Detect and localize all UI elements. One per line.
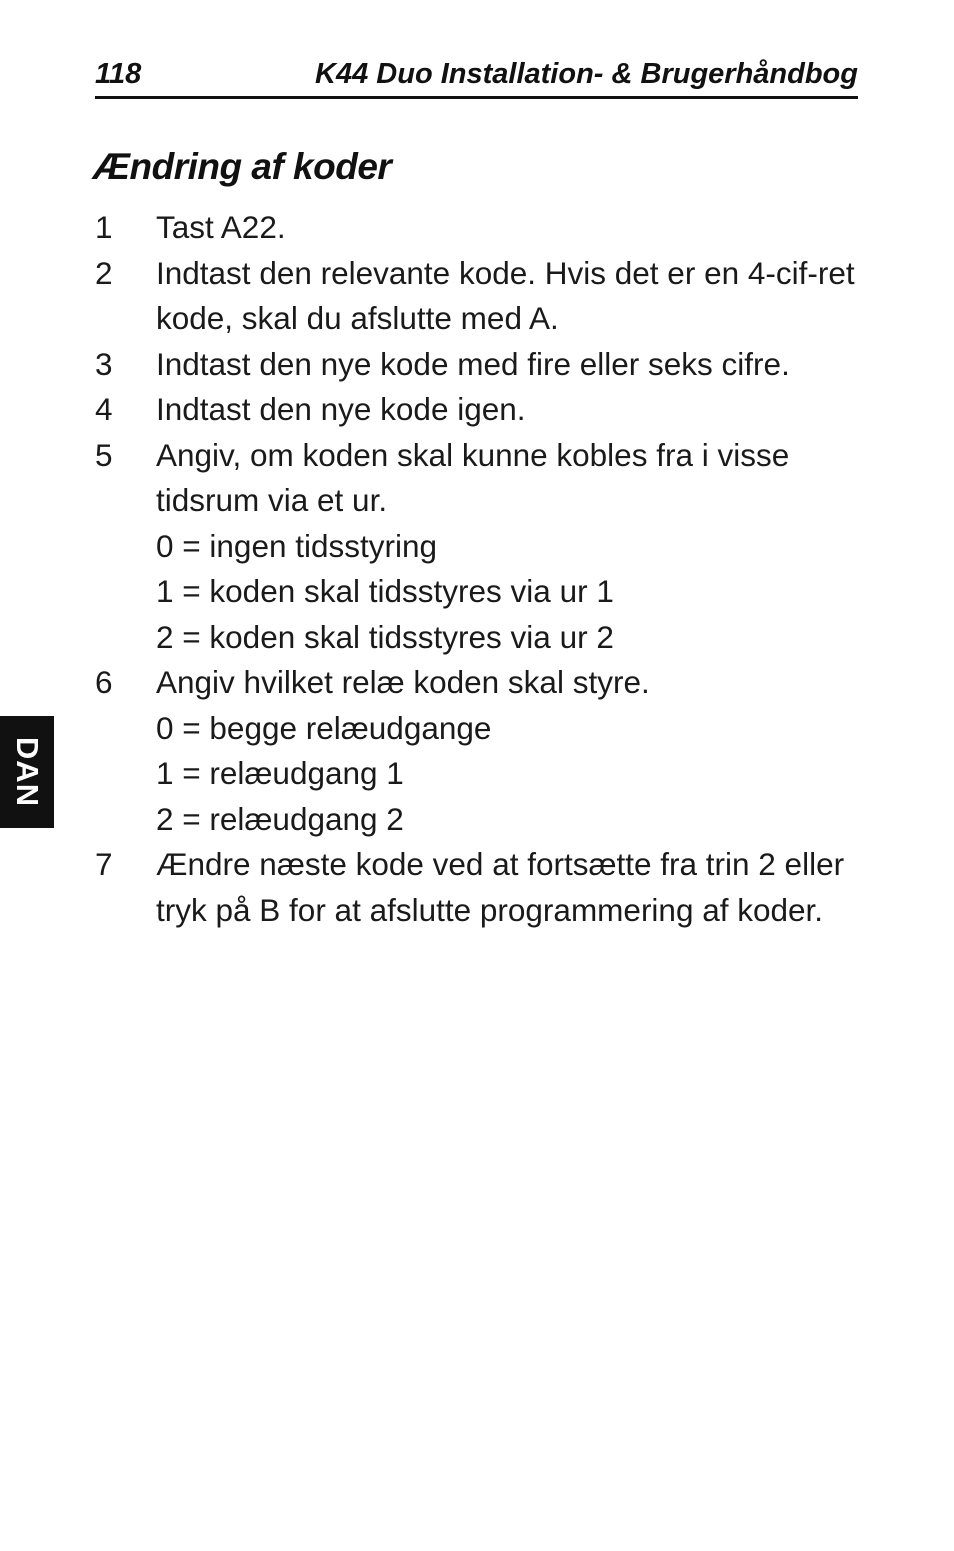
page-header bbox=[95, 56, 858, 99]
step-number: 6 bbox=[95, 664, 113, 700]
step-option: 0 = ingen tidsstyring bbox=[156, 527, 438, 564]
page-number: 118 bbox=[95, 58, 142, 90]
step-number: 2 bbox=[95, 254, 113, 291]
step-number: 1 bbox=[95, 209, 113, 245]
step-text: Tast A22. bbox=[156, 209, 286, 245]
step-2 bbox=[95, 251, 855, 342]
step-3 bbox=[95, 342, 855, 388]
step-option: 1 = relæudgang 1 bbox=[156, 755, 404, 791]
steps-list bbox=[95, 205, 855, 933]
step-text: Indtast den nye kode igen. bbox=[156, 391, 526, 427]
step-number: 7 bbox=[95, 846, 113, 882]
step-text: Ændre næste kode ved at fortsætte fra trin 2 eller tryk på B for at afslutte programmering af koder. bbox=[156, 846, 845, 928]
step-option: 2 = koden skal tidsstyres via ur 2 bbox=[156, 618, 614, 655]
step-text: Indtast den nye kode med fire eller seks cifre. bbox=[156, 345, 790, 382]
step-4 bbox=[95, 387, 855, 433]
step-6 bbox=[95, 660, 855, 842]
step-option: 1 = koden skal tidsstyres via ur 1 bbox=[156, 573, 614, 609]
step-text: Indtast den relevante kode. Hvis det er en 4-cif-ret kode, skal du afslutte med A. bbox=[156, 254, 855, 336]
running-title: K44 Duo Installation- & Brugerhåndbog bbox=[315, 58, 858, 90]
step-option: 2 = relæudgang 2 bbox=[156, 800, 404, 837]
language-tab-label: DAN bbox=[10, 736, 45, 808]
step-5 bbox=[95, 433, 855, 661]
step-option: 0 = begge relæudgange bbox=[156, 709, 492, 746]
section-title: Ændring af koder bbox=[93, 146, 392, 187]
step-1 bbox=[95, 205, 855, 251]
step-7 bbox=[95, 842, 855, 933]
language-side-tab bbox=[0, 716, 54, 828]
step-number: 3 bbox=[95, 345, 113, 382]
step-text: Angiv, om koden skal kunne kobles fra i visse tidsrum via et ur. bbox=[156, 436, 790, 518]
step-text: Angiv hvilket relæ koden skal styre. bbox=[156, 664, 650, 700]
step-number: 4 bbox=[95, 391, 113, 427]
step-number: 5 bbox=[95, 436, 113, 473]
